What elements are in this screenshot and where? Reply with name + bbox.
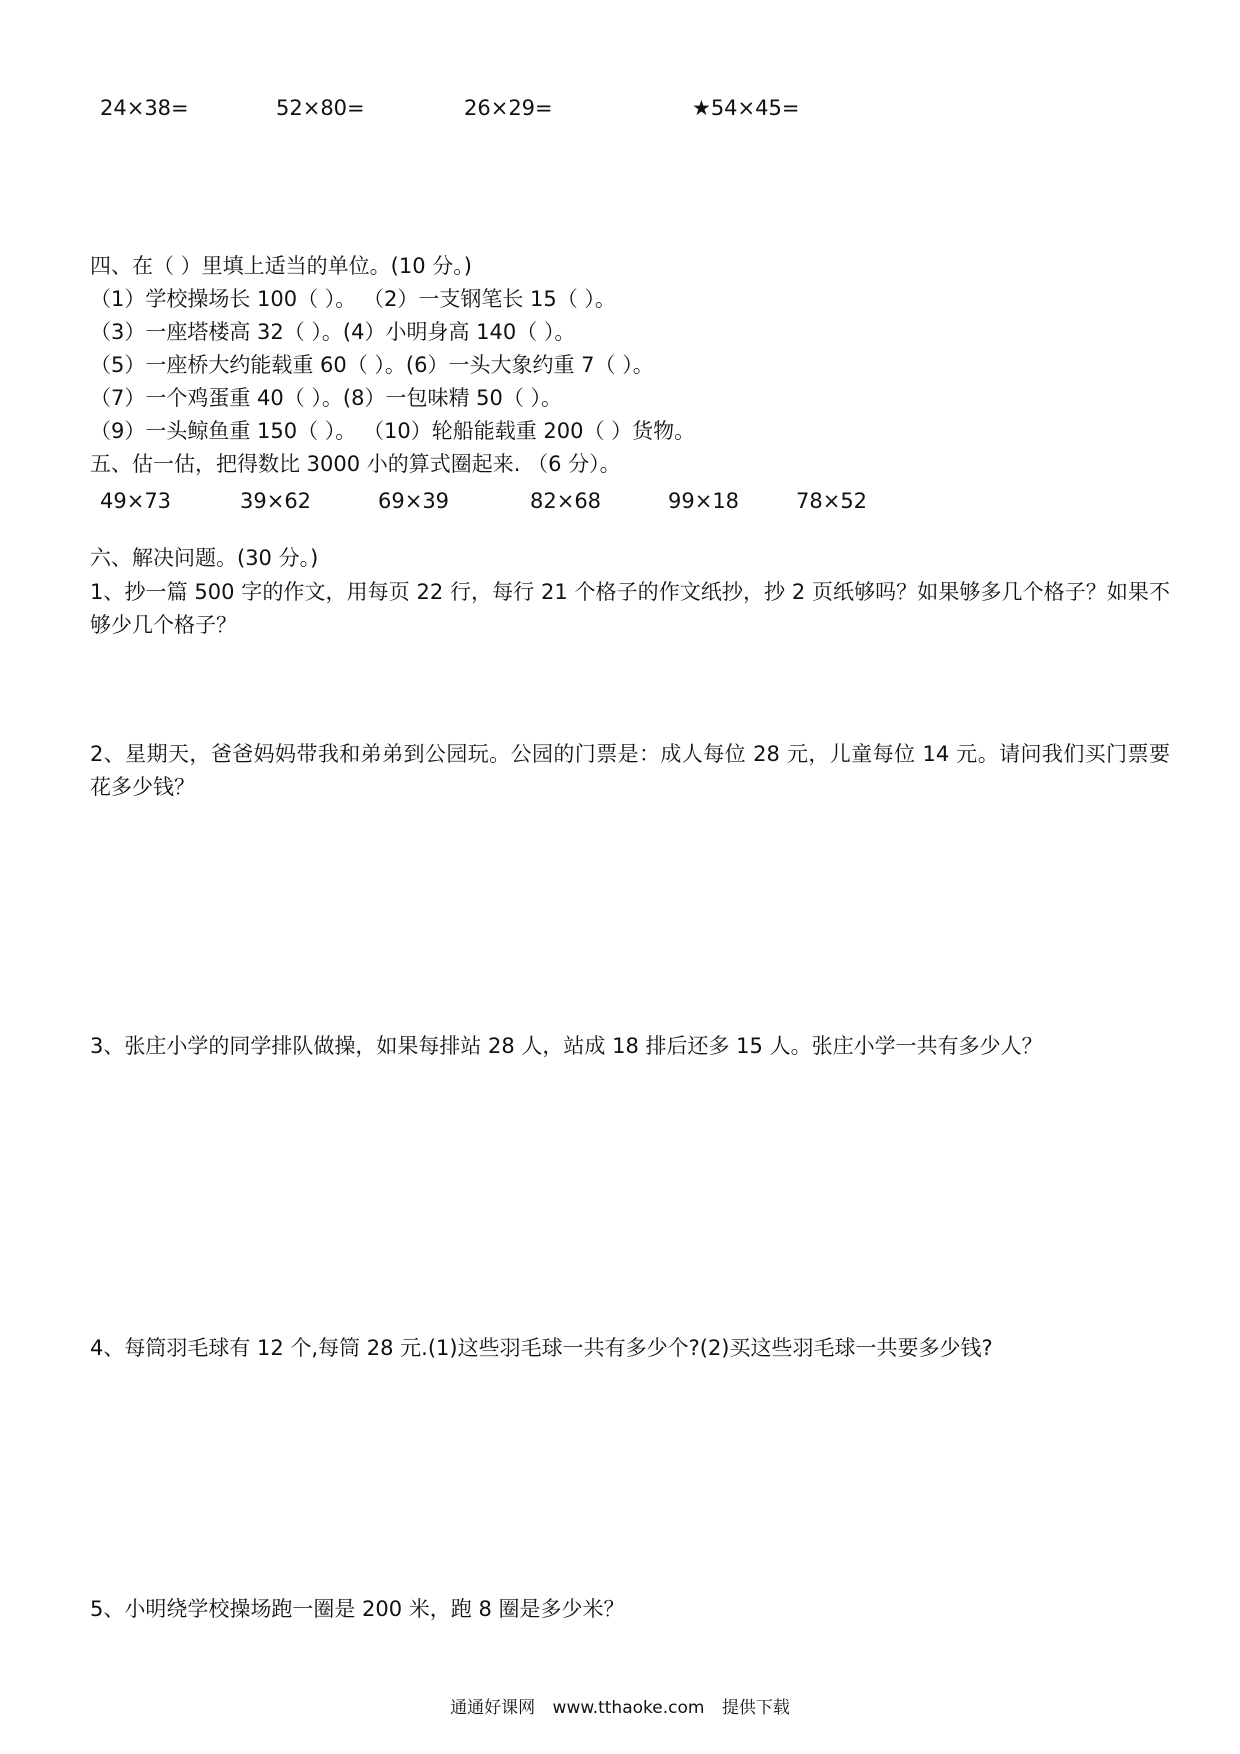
- section-5-title: 五、估一估，把得数比 3000 小的算式圈起来. （6 分）。: [90, 452, 621, 476]
- problem-3: 3、张庄小学的同学排队做操，如果每排站 28 人，站成 18 排后还多 15 人。张庄小学一共有多少人？: [90, 1034, 1043, 1058]
- problem-1: 1、抄一篇 500 字的作文，用每页 22 行，每行 21 个格子的作文纸抄，抄 2 页纸够吗？如果够多几个格子？如果不够少几个格子？: [90, 580, 1170, 637]
- equation-1: 24×38=: [100, 96, 189, 120]
- section-4-title: 四、在（ ）里填上适当的单位。(10 分。): [90, 254, 472, 278]
- footer-url[interactable]: www.tthaoke.com: [552, 1698, 705, 1718]
- section-4-line-3: （5）一座桥大约能载重 60（ ）。(6）一头大象约重 7（ ）。: [90, 353, 654, 377]
- problem-5: 5、小明绕学校操场跑一圈是 200 米，跑 8 圈是多少米？: [90, 1597, 625, 1621]
- section-6-title: 六、解决问题。(30 分。): [90, 546, 319, 570]
- footer: [0, 1693, 1240, 1718]
- problem-2: 2、星期天，爸爸妈妈带我和弟弟到公园玩。公园的门票是：成人每位 28 元，儿童每位 14 元。请问我们买门票要花多少钱？: [90, 742, 1170, 799]
- estimate-item-2: 39×62: [240, 489, 312, 513]
- equation-2: 52×80=: [276, 96, 365, 120]
- estimate-item-4: 82×68: [530, 489, 602, 513]
- estimate-item-3: 69×39: [378, 489, 450, 513]
- footer-site-name: 通通好课网: [450, 1698, 536, 1718]
- footer-note: 提供下载: [721, 1698, 790, 1718]
- estimate-item-6: 78×52: [796, 489, 868, 513]
- section-4-line-5: （9）一头鲸鱼重 150（ ）。 （10）轮船能载重 200（ ）货物。: [90, 419, 696, 443]
- equation-4-starred: ★54×45=: [692, 96, 800, 120]
- equation-3: 26×29=: [464, 96, 553, 120]
- estimate-item-5: 99×18: [668, 489, 740, 513]
- section-4-line-1: （1）学校操场长 100（ ）。 （2）一支钢笔长 15（ ）。: [90, 287, 616, 311]
- estimate-item-1: 49×73: [100, 489, 172, 513]
- section-4-line-4: （7）一个鸡蛋重 40（ ）。(8）一包味精 50（ ）。: [90, 386, 563, 410]
- section-4-line-2: （3）一座塔楼高 32（ ）。(4）小明身高 140（ ）。: [90, 320, 576, 344]
- problem-4: 4、每筒羽毛球有 12 个,每筒 28 元.(1)这些羽毛球一共有多少个?(2)买这些羽毛球一共要多少钱?: [90, 1336, 993, 1360]
